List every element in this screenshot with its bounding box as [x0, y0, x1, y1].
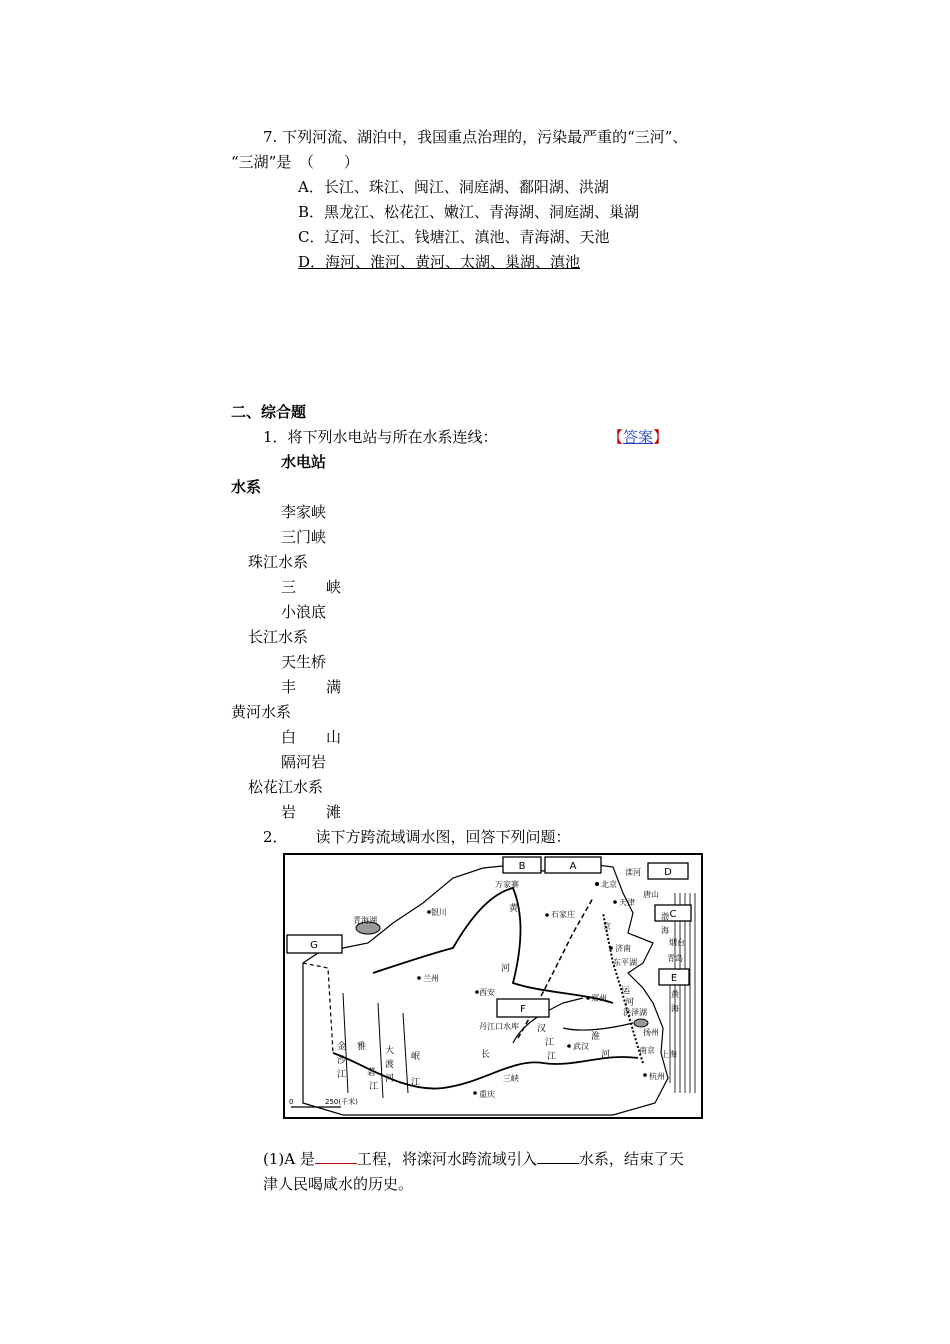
river-jinsha-3: 江 — [337, 1070, 347, 1080]
label-danjiangkou: 丹江口水库 — [479, 1022, 519, 1031]
place-zhengzhou: 郑州 — [591, 994, 607, 1003]
system-songhuajiang[interactable]: 松花江水系 — [248, 778, 324, 796]
station-xiaolangdi[interactable]: 小浪底 — [281, 603, 327, 621]
label-d: D — [664, 867, 672, 878]
station-tianshengqiao[interactable]: 天生桥 — [281, 653, 327, 671]
col-header-station: 水电站 — [281, 453, 327, 471]
place-yantai: 烟台 — [669, 938, 685, 947]
system-huanghe[interactable]: 黄河水系 — [231, 703, 292, 721]
answer-link[interactable]: 答案 — [623, 428, 654, 446]
river-jinsha-2: 沙 — [337, 1056, 347, 1066]
hongze-lake — [634, 1019, 648, 1027]
label-sanxia: 三峡 — [503, 1074, 519, 1083]
place-yinchuan: 银川 — [431, 908, 447, 917]
label-f: F — [520, 1004, 526, 1015]
blank-water-system[interactable] — [537, 1163, 579, 1164]
q7-option-a: A．长江、珠江、闽江、洞庭湖、鄱阳湖、洪湖 — [298, 178, 609, 196]
blank-a-project[interactable] — [315, 1163, 357, 1164]
label-a: A — [569, 861, 577, 872]
river-chang-1: 长 — [481, 1050, 491, 1060]
place-qingdao: 青岛 — [667, 954, 683, 963]
place-hongzehu: 洪泽湖 — [623, 1008, 647, 1017]
station-sanmenxia[interactable]: 三门峡 — [281, 528, 327, 546]
place-shanghai: 上海 — [661, 1050, 677, 1059]
place-luanhe: 滦河 — [625, 868, 641, 877]
answer-bracket-close: 】 — [653, 428, 669, 446]
place-jinan: 济南 — [615, 944, 631, 953]
label-hai: 海 — [661, 926, 669, 935]
q7-stem-line1: 7. 下列河流、湖泊中，我国重点治理的，污染最严重的“三河”、 — [263, 128, 688, 146]
answer-bracket-open: 【 — [608, 428, 624, 446]
river-dadu-1: 大 — [385, 1046, 395, 1056]
q7-option-d-correct: D．海河、淮河、黄河、太湖、巢湖、滇池 — [298, 253, 581, 271]
place-shijiazhuang: 石家庄 — [551, 910, 575, 919]
place-dongpinghu: 东平湖 — [613, 958, 637, 967]
station-geheyan[interactable]: 隔河岩 — [281, 753, 327, 771]
q7-stem-line2: “三湖”是 （ ） — [231, 153, 359, 171]
place-wuhan: 武汉 — [573, 1042, 589, 1051]
q2-stem — [263, 827, 571, 847]
river-han-1: 汉 — [537, 1024, 547, 1034]
place-tianjin: 天津 — [619, 898, 635, 907]
place-tangshan: 唐山 — [643, 890, 659, 899]
system-zhujiang[interactable]: 珠江水系 — [248, 553, 309, 571]
station-fengman[interactable]: 丰 满 — [281, 678, 342, 696]
river-huang-1: 黄 — [509, 904, 519, 914]
station-yantan[interactable]: 岩 滩 — [281, 803, 342, 821]
river-yun-1: 运 — [621, 986, 631, 996]
label-jing: 京 — [603, 922, 611, 931]
river-yalong-3: 江 — [369, 1082, 379, 1092]
river-min-2: 江 — [411, 1078, 421, 1088]
q2-number: 2． — [263, 828, 288, 846]
place-nanjing: 南京 — [639, 1046, 655, 1055]
river-jinsha-1: 金 — [337, 1042, 347, 1052]
col-header-system: 水系 — [231, 478, 262, 496]
q7-option-b: B．黑龙江、松花江、嫩江、青海湖、洞庭湖、巢湖 — [298, 203, 640, 221]
station-lijiaxia[interactable]: 李家峡 — [281, 503, 327, 521]
label-e: E — [670, 973, 678, 984]
station-sanxia[interactable]: 三 峡 — [281, 578, 342, 596]
q7-option-c: C．辽河、长江、钱塘江、滇池、青海湖、天池 — [298, 228, 610, 246]
label-bo: 渤 — [661, 912, 669, 921]
place-wanjiazhai: 万家寨 — [495, 880, 519, 889]
label-huanghai-1: 黄 — [671, 990, 679, 999]
scale-zero: 0 — [289, 1098, 294, 1106]
answer-button[interactable] — [608, 427, 668, 447]
place-chongqing: 重庆 — [479, 1090, 495, 1099]
river-huai-1: 淮 — [591, 1032, 601, 1042]
label-g: G — [310, 940, 318, 951]
river-han-2: 江 — [545, 1038, 555, 1048]
q2-sub1-line2: 津人民喝咸水的历史。 — [263, 1175, 414, 1193]
place-qinghaihu: 青海湖 — [353, 916, 377, 925]
place-hangzhou: 杭州 — [649, 1072, 665, 1081]
river-yun-2: 河 — [625, 998, 635, 1008]
scale-label: 250(千米) — [325, 1098, 358, 1106]
water-diversion-map — [283, 853, 703, 1119]
label-c: C — [669, 909, 677, 920]
system-changjiang[interactable]: 长江水系 — [248, 628, 309, 646]
place-lanzhou: 兰州 — [423, 974, 439, 983]
label-huanghai-2: 海 — [671, 1004, 679, 1013]
station-baishan[interactable]: 白 山 — [281, 728, 342, 746]
label-b: B — [518, 861, 526, 872]
q2-sub1-part-a: (1)A 是 — [263, 1150, 315, 1168]
section-title: 二、综合题 — [231, 403, 307, 421]
place-beijing: 北京 — [601, 880, 617, 889]
place-xian: 西安 — [479, 988, 495, 997]
place-yangzhou: 扬州 — [643, 1028, 659, 1037]
river-huai-2: 河 — [601, 1050, 611, 1060]
river-dadu-3: 河 — [385, 1074, 395, 1084]
river-min-1: 岷 — [411, 1052, 421, 1062]
river-chang-2: 江 — [547, 1052, 557, 1062]
river-yalong-2: 砻 — [367, 1068, 377, 1078]
q2-sub1-part-c: 水系，结束了天 — [578, 1150, 684, 1168]
river-huang-2: 河 — [501, 964, 511, 974]
q1-stem: 1．将下列水电站与所在水系连线： — [263, 428, 498, 446]
q2-text: 读下方跨流域调水图，回答下列问题： — [315, 828, 571, 846]
river-dadu-2: 渡 — [385, 1060, 395, 1070]
q2-sub1-part-b: 工程，将滦河水跨流域引入 — [356, 1150, 537, 1168]
q2-sub1-line1 — [263, 1149, 684, 1169]
river-yalong-1: 雅 — [357, 1042, 367, 1052]
